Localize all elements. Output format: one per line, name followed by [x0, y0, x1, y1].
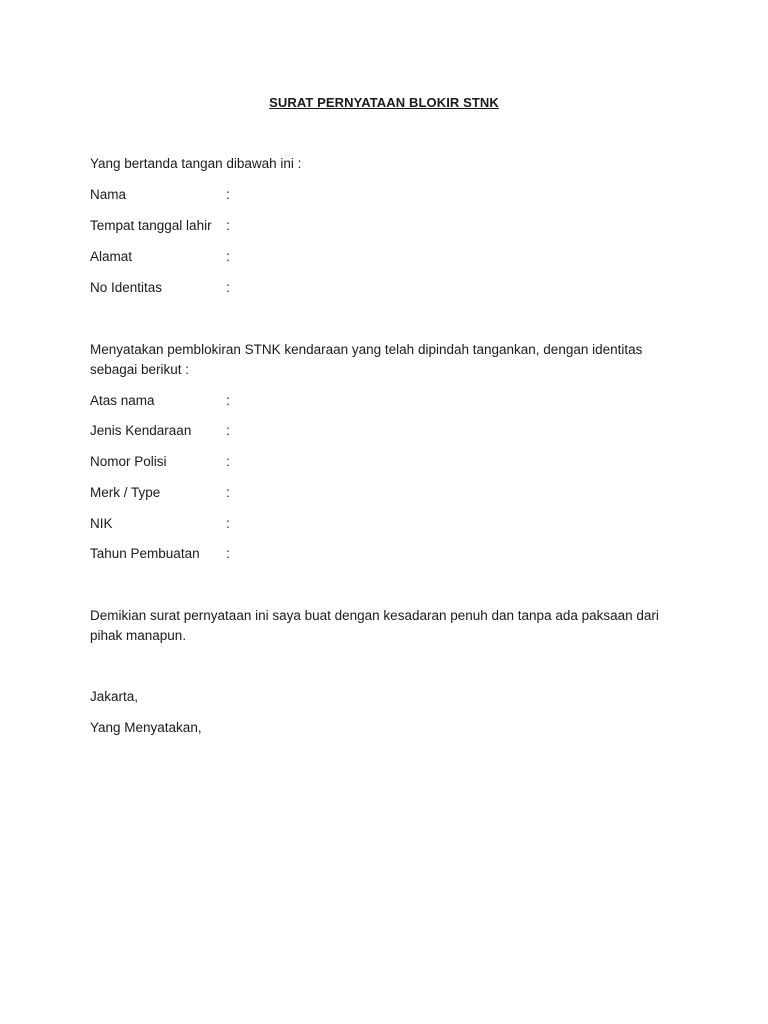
field-row-tahun-pembuatan	[90, 546, 236, 564]
field-label: NIK	[90, 516, 113, 531]
field-row-merk-type	[90, 485, 236, 503]
document-title: SURAT PERNYATAAN BLOKIR STNK	[269, 95, 499, 110]
field-row-jenis-kendaraan	[90, 423, 236, 441]
field-label: Tahun Pembuatan	[90, 546, 200, 561]
field-row-alamat	[90, 249, 236, 267]
field-label: No Identitas	[90, 280, 163, 295]
field-label: Alamat	[90, 249, 133, 264]
place-text: Jakarta,	[90, 689, 139, 704]
field-colon: :	[226, 516, 230, 531]
field-colon: :	[226, 393, 230, 408]
field-colon: :	[226, 485, 230, 500]
field-row-nik	[90, 516, 236, 534]
field-colon: :	[226, 218, 230, 233]
statement-paragraph: Menyatakan pemblokiran STNK kendaraan yang telah dipindah tangankan, dengan identitas sebagai berikut :	[90, 342, 643, 377]
field-label: Tempat tanggal lahir	[90, 218, 212, 233]
signatory-text: Yang Menyatakan,	[90, 720, 202, 735]
closing-paragraph: Demikian surat pernyataan ini saya buat dengan kesadaran penuh dan tanpa ada paksaan dari pihak manapun.	[90, 608, 659, 643]
field-row-ttl	[90, 218, 236, 236]
field-label: Nama	[90, 187, 127, 202]
intro-text: Yang bertanda tangan dibawah ini :	[90, 156, 302, 171]
field-colon: :	[226, 454, 230, 469]
field-row-nomor-polisi	[90, 454, 236, 472]
field-colon: :	[226, 280, 230, 295]
field-row-atas-nama	[90, 393, 236, 411]
field-label: Jenis Kendaraan	[90, 423, 192, 438]
field-label: Nomor Polisi	[90, 454, 167, 469]
field-colon: :	[226, 249, 230, 264]
field-colon: :	[226, 423, 230, 438]
field-label: Atas nama	[90, 393, 155, 408]
field-label: Merk / Type	[90, 485, 161, 500]
field-colon: :	[226, 187, 230, 202]
field-colon: :	[226, 546, 230, 561]
field-row-nama	[90, 187, 236, 205]
field-row-no-identitas	[90, 280, 236, 298]
